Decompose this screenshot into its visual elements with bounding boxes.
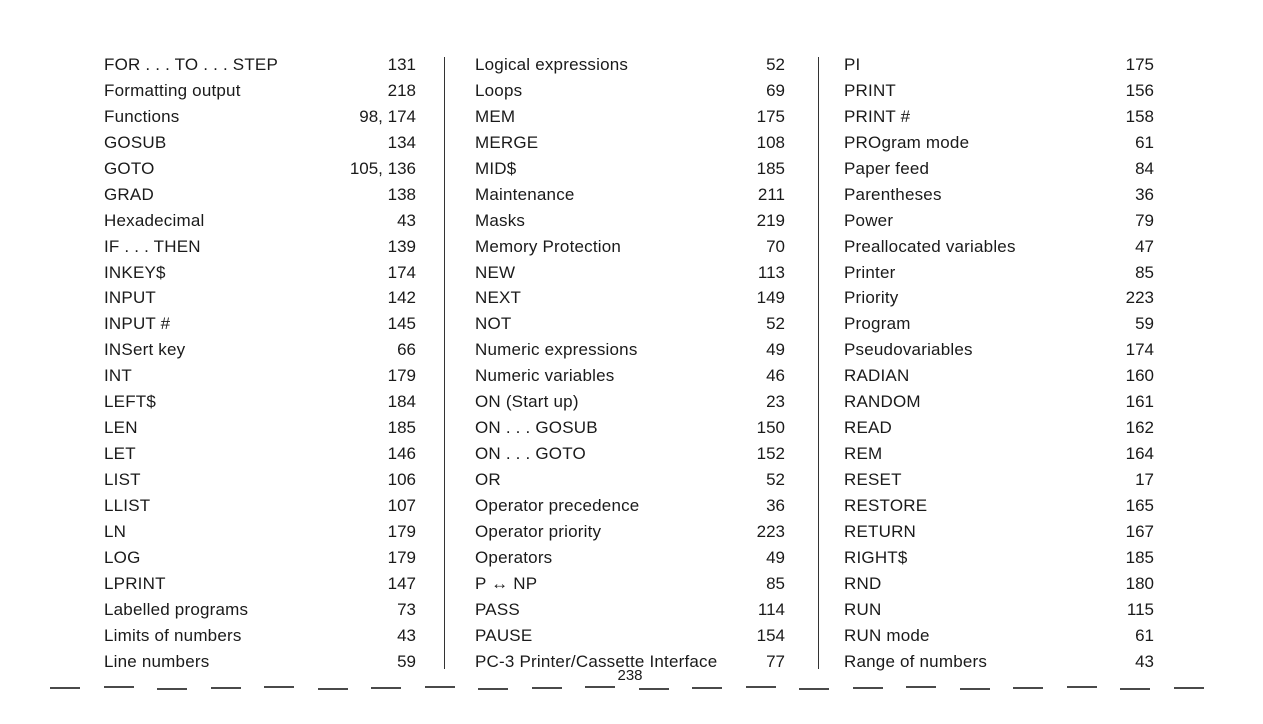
rule-dash (1067, 686, 1097, 688)
index-column-1 (104, 52, 416, 675)
index-page-ref: 43 (1135, 651, 1154, 671)
index-term: Functions (104, 106, 180, 126)
index-page-ref: 149 (756, 288, 785, 308)
index-page-ref: 36 (1135, 184, 1154, 204)
index-entry (844, 441, 1154, 467)
index-page-ref: 69 (766, 80, 785, 100)
index-entry (844, 597, 1154, 623)
index-term: Preallocated variables (844, 236, 1016, 256)
index-entry (844, 104, 1154, 130)
index-term: OR (475, 470, 501, 489)
rule-dash (478, 688, 508, 690)
index-page-ref: 160 (1125, 366, 1154, 386)
rule-dash (746, 686, 776, 688)
index-page-ref: 146 (387, 444, 416, 464)
index-page-ref: 46 (766, 366, 785, 386)
index-entry (104, 337, 416, 363)
index-term: READ (844, 418, 893, 438)
index-term: Masks (475, 210, 526, 230)
index-entry (844, 130, 1154, 156)
index-term: FOR . . . TO . . . STEP (104, 55, 279, 74)
index-term: GOTO (104, 158, 155, 178)
index-term: Labelled programs (104, 599, 249, 619)
index-entry (104, 363, 416, 389)
index-term: GRAD (104, 184, 154, 204)
index-column-3 (844, 52, 1154, 675)
index-entry (475, 467, 785, 493)
index-term: INT (104, 366, 132, 386)
index-term: PRINT # (844, 106, 911, 126)
index-page-ref: 164 (1125, 444, 1154, 464)
index-entry (475, 623, 785, 649)
index-page-ref: 47 (1135, 236, 1154, 256)
index-column-2 (475, 52, 785, 675)
index-page-ref: 52 (766, 314, 785, 334)
index-term: RUN (844, 599, 882, 619)
index-entry (104, 156, 416, 182)
index-page-ref: 70 (766, 236, 785, 256)
index-term: Power (844, 210, 894, 230)
index-page-ref: 59 (397, 651, 416, 671)
index-page-ref: 142 (387, 288, 416, 308)
index-term: Limits of numbers (104, 625, 242, 645)
index-term: MEM (475, 106, 516, 126)
index-term: ON (Start up) (475, 392, 579, 412)
index-page-ref: 179 (387, 521, 416, 541)
index-term: Printer (844, 262, 896, 282)
index-page-ref: 59 (1135, 314, 1154, 334)
index-entry (475, 311, 785, 337)
index-page-ref: 223 (756, 521, 785, 541)
index-entry (475, 208, 785, 234)
index-page-ref: 145 (387, 314, 416, 334)
index-term: Range of numbers (844, 651, 988, 671)
index-page-ref: 114 (757, 599, 785, 619)
index-entry (475, 363, 785, 389)
index-page-ref: 113 (757, 262, 785, 282)
index-term: LN (104, 521, 127, 541)
index-entry (475, 78, 785, 104)
index-entry (844, 311, 1154, 337)
index-term: LEFT$ (104, 392, 157, 412)
index-entry (844, 571, 1154, 597)
index-term: MID$ (475, 158, 517, 178)
rule-dash (211, 687, 241, 689)
index-term: Line numbers (104, 651, 210, 671)
rule-dash (692, 687, 722, 689)
index-entry (104, 493, 416, 519)
index-entry (104, 130, 416, 156)
index-page-ref: 131 (387, 55, 416, 74)
index-term: Loops (475, 80, 523, 100)
rule-dash (50, 687, 80, 689)
index-page-ref: 152 (756, 444, 785, 464)
index-entry (844, 493, 1154, 519)
index-term: Parentheses (844, 184, 942, 204)
index-term: PASS (475, 599, 520, 619)
index-term: Paper feed (844, 158, 930, 178)
index-entry (104, 285, 416, 311)
rule-dash (639, 688, 669, 690)
index-term: PROgram mode (844, 132, 970, 152)
index-page-ref: 180 (1125, 573, 1154, 593)
index-page-ref: 175 (1125, 55, 1154, 74)
index-entry (475, 415, 785, 441)
index-entry (104, 545, 416, 571)
index-term: PRINT (844, 80, 896, 100)
index-page-ref: 218 (387, 80, 416, 100)
index-page-ref: 139 (387, 236, 416, 256)
rule-dash (264, 686, 294, 688)
index-page-ref: 167 (1125, 521, 1154, 541)
column-divider-1 (444, 57, 445, 669)
index-term: GOSUB (104, 132, 167, 152)
index-page-ref: 61 (1135, 625, 1154, 645)
index-entry (104, 467, 416, 493)
index-entry (104, 52, 416, 78)
index-page-ref: 66 (397, 340, 416, 360)
index-term: RND (844, 573, 882, 593)
index-page-ref: 85 (1135, 262, 1154, 282)
index-term: Operator precedence (475, 495, 640, 515)
index-page-ref: 61 (1135, 132, 1154, 152)
index-page-ref: 85 (766, 573, 785, 593)
rule-dash (799, 688, 829, 690)
index-page-ref: 49 (766, 340, 785, 360)
rule-dash (585, 686, 615, 688)
index-page-ref: 98, 174 (359, 106, 416, 126)
index-entry (475, 234, 785, 260)
index-term: Program (844, 314, 911, 334)
index-entry (844, 337, 1154, 363)
index-page-ref: 158 (1125, 106, 1154, 126)
index-entry (104, 234, 416, 260)
index-term: NOT (475, 314, 512, 334)
rule-dash (318, 688, 348, 690)
index-term: Pseudovariables (844, 340, 973, 360)
index-page-ref: 165 (1125, 495, 1154, 515)
index-page-ref: 175 (756, 106, 785, 126)
index-entry (844, 260, 1154, 286)
index-term: LLIST (104, 495, 151, 515)
index-term: Hexadecimal (104, 210, 205, 230)
index-entry (844, 234, 1154, 260)
index-term: REM (844, 444, 883, 464)
index-page-ref: 84 (1135, 158, 1154, 178)
index-page-ref: 107 (387, 495, 416, 515)
index-entry (475, 597, 785, 623)
index-term: RUN mode (844, 625, 930, 645)
index-entry (844, 363, 1154, 389)
index-entry (104, 389, 416, 415)
index-entry (475, 571, 785, 597)
index-term: ON . . . GOTO (475, 444, 586, 464)
index-term: PC-3 Printer/Cassette Interface (475, 651, 718, 671)
index-term: Operators (475, 547, 553, 567)
index-term: Logical expressions (475, 55, 629, 74)
index-page-ref: 185 (1125, 547, 1154, 567)
index-entry (104, 441, 416, 467)
index-entry (844, 78, 1154, 104)
index-entry (475, 389, 785, 415)
index-term: Numeric expressions (475, 340, 638, 360)
rule-dash (906, 686, 936, 688)
page-number: 238 (617, 667, 643, 684)
index-entry (844, 649, 1154, 675)
index-term: RIGHT$ (844, 547, 908, 567)
index-page-ref: 36 (766, 495, 785, 515)
index-entry (104, 260, 416, 286)
index-term: RESTORE (844, 495, 928, 515)
index-entry (844, 389, 1154, 415)
index-entry (844, 208, 1154, 234)
index-page-ref: 184 (387, 392, 416, 412)
index-page-ref: 115 (1126, 599, 1154, 619)
index-term: MERGE (475, 132, 539, 152)
index-term: INPUT # (104, 314, 171, 334)
index-term: Maintenance (475, 184, 575, 204)
index-entry (475, 52, 785, 78)
rule-dash (157, 688, 187, 690)
index-entry (844, 182, 1154, 208)
index-page-ref: 185 (387, 418, 416, 438)
index-page-ref: 179 (387, 366, 416, 386)
index-entry (104, 208, 416, 234)
index-entry (104, 311, 416, 337)
index-term: Operator priority (475, 521, 602, 541)
index-page-ref: 105, 136 (349, 158, 416, 178)
index-entry (104, 104, 416, 130)
index-entry (844, 415, 1154, 441)
index-entry (104, 78, 416, 104)
index-entry (475, 104, 785, 130)
rule-dash (1120, 688, 1150, 690)
index-page-ref: 49 (766, 547, 785, 567)
index-entry (844, 156, 1154, 182)
index-term: Numeric variables (475, 366, 615, 386)
index-page-ref: 106 (387, 470, 416, 489)
index-page-ref: 174 (387, 262, 416, 282)
index-page-ref: 219 (756, 210, 785, 230)
index-entry (104, 182, 416, 208)
index-page-ref: 52 (766, 55, 785, 74)
index-entry (475, 130, 785, 156)
rule-dash (1013, 687, 1043, 689)
index-page-ref: 211 (757, 184, 785, 204)
index-term: Memory Protection (475, 236, 622, 256)
rule-dash (532, 687, 562, 689)
index-entry (104, 415, 416, 441)
index-page-ref: 134 (387, 132, 416, 152)
rule-dash (371, 687, 401, 689)
index-entry (475, 182, 785, 208)
index-term: PAUSE (475, 625, 533, 645)
index-entry (475, 545, 785, 571)
index-entry (844, 545, 1154, 571)
index-page-ref: 174 (1125, 340, 1154, 360)
index-page-ref: 185 (756, 158, 785, 178)
index-entry (475, 156, 785, 182)
rule-dash (853, 687, 883, 689)
index-term: LET (104, 444, 136, 464)
bottom-dash-rule (50, 686, 1215, 694)
index-page-ref: 43 (397, 210, 416, 230)
index-entry (104, 597, 416, 623)
index-term: Priority (844, 288, 899, 308)
index-entry (475, 285, 785, 311)
index-page-ref: 43 (397, 625, 416, 645)
index-page-ref: 77 (766, 651, 785, 671)
index-entry (844, 519, 1154, 545)
index-entry (475, 441, 785, 467)
rule-dash (1174, 687, 1204, 689)
index-entry (844, 52, 1154, 78)
index-term: LEN (104, 418, 138, 438)
index-page-ref: 73 (397, 599, 416, 619)
index-term: RETURN (844, 521, 917, 541)
index-page-ref: 147 (387, 573, 416, 593)
index-entry (844, 467, 1154, 493)
column-divider-2 (818, 57, 819, 669)
index-entry (475, 493, 785, 519)
index-term: PI (844, 55, 861, 74)
index-term: RESET (844, 470, 902, 489)
index-term: LIST (104, 470, 141, 489)
index-term: P ↔ NP (475, 573, 538, 593)
index-entry (475, 260, 785, 286)
index-page-ref: 161 (1125, 392, 1154, 412)
index-page-ref: 162 (1125, 418, 1154, 438)
index-entry (475, 519, 785, 545)
index-term: NEXT (475, 288, 522, 308)
index-page-ref: 154 (756, 625, 785, 645)
index-page-ref: 23 (766, 392, 785, 412)
index-entry (844, 285, 1154, 311)
index-page-ref: 52 (766, 470, 785, 489)
index-term: Formatting output (104, 80, 241, 100)
index-entry (844, 623, 1154, 649)
index-page-ref: 223 (1125, 288, 1154, 308)
index-page-ref: 17 (1135, 470, 1154, 489)
index-term: NEW (475, 262, 516, 282)
index-term: IF . . . THEN (104, 236, 201, 256)
index-entry (104, 571, 416, 597)
index-term: RANDOM (844, 392, 921, 412)
index-term: ON . . . GOSUB (475, 418, 598, 438)
rule-dash (960, 688, 990, 690)
index-page-ref: 79 (1135, 210, 1154, 230)
index-entry (475, 337, 785, 363)
index-term: INSert key (104, 340, 186, 360)
index-entry (104, 519, 416, 545)
index-term: INPUT (104, 288, 156, 308)
rule-dash (425, 686, 455, 688)
index-page-ref: 179 (387, 547, 416, 567)
index-entry (104, 623, 416, 649)
rule-dash (104, 686, 134, 688)
index-term: LPRINT (104, 573, 166, 593)
index-entry (104, 649, 416, 675)
index-page-ref: 150 (756, 418, 785, 438)
index-page-ref: 108 (756, 132, 785, 152)
index-page-ref: 138 (387, 184, 416, 204)
index-term: LOG (104, 547, 141, 567)
index-term: RADIAN (844, 366, 910, 386)
index-term: INKEY$ (104, 262, 166, 282)
index-page-ref: 156 (1125, 80, 1154, 100)
